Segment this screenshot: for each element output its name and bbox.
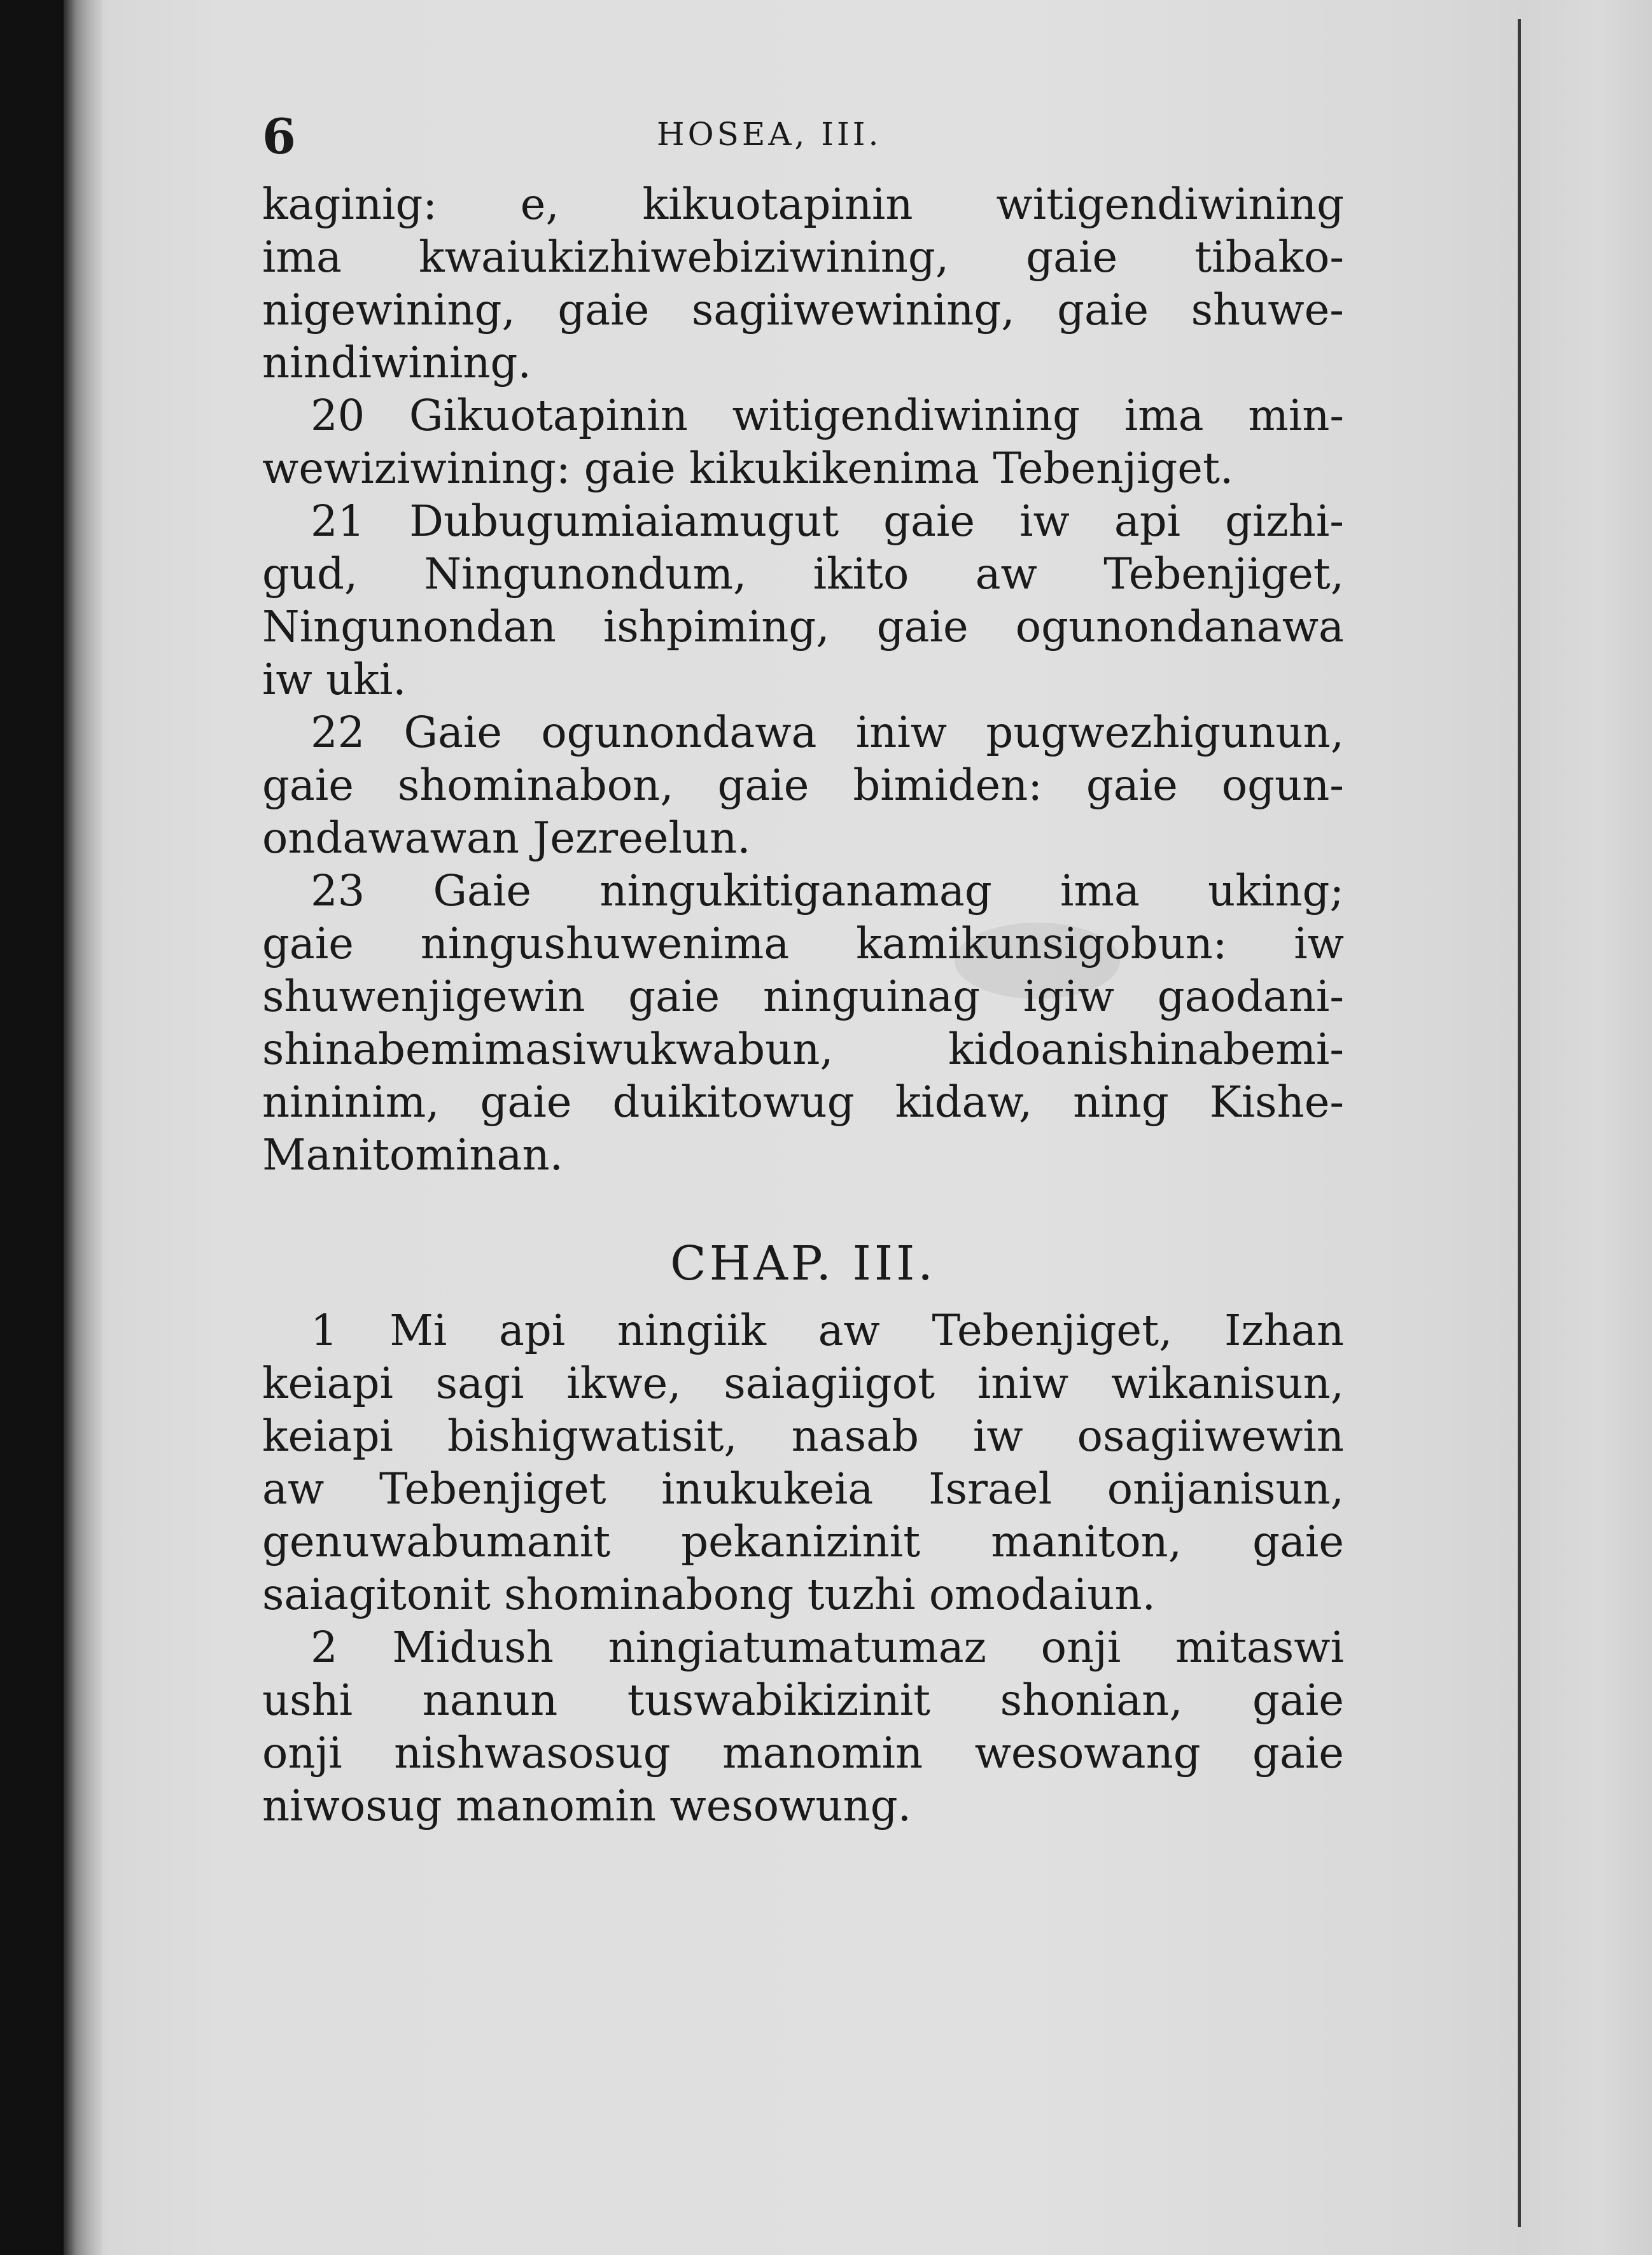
page-number: 6 (262, 108, 297, 165)
text-line: 21 Dubugumiaiamugut gaie iw api gizhi- (311, 496, 1344, 546)
text-line: gaie shominabon, gaie bimiden: gaie ogun- (262, 760, 1344, 810)
binding-edge (64, 0, 102, 2255)
text-line: gud, Ningunondum, ikito aw Tebenjiget, (262, 549, 1344, 599)
text-line: 22 Gaie ogunondawa iniw pugwezhigunun, (311, 708, 1344, 757)
verse-21 (262, 495, 1344, 706)
running-head (262, 95, 1344, 178)
text-line: Ningunondan ishpiming, gaie ogunondanawa (262, 602, 1344, 652)
text-line: keiapi bishigwatisit, nasab iw osagiiwewin (262, 1411, 1344, 1461)
right-margin (1521, 0, 1652, 2255)
text-line: ondawawan Jezreelun. (262, 813, 751, 863)
chapter-heading: CHAP. III. (670, 1236, 936, 1291)
page-fold-line (1518, 19, 1521, 2227)
verse-23 (262, 865, 1344, 1182)
text-line: Manitominan. (262, 1130, 563, 1180)
text-line: 2 Midush ningiatumatumaz onji mitaswi (311, 1623, 1344, 1672)
text-line: wewiziwining: gaie kikukikenima Tebenjiget. (262, 443, 1234, 493)
text-line: 23 Gaie ningukitiganamag ima uking; (311, 866, 1344, 916)
text-line: keiapi sagi ikwe, saiagiigot iniw wikanisun, (262, 1358, 1344, 1408)
text-line: iw uki. (262, 655, 407, 704)
chapter-3-verse-2 (262, 1621, 1344, 1833)
text-line: nininim, gaie duikitowug kidaw, ning Kishe- (262, 1077, 1344, 1127)
text-block (262, 95, 1344, 1833)
verse-20 (262, 389, 1344, 495)
text-line: nigewining, gaie sagiiwewining, gaie shuwe- (262, 285, 1344, 335)
text-line: gaie ningushuwenima kamikunsigobun: iw (262, 919, 1344, 968)
verse-19-continuation (262, 178, 1344, 389)
text-line: aw Tebenjiget inukukeia Israel onijanisun, (262, 1464, 1344, 1514)
text-line: saiagitonit shominabong tuzhi omodaiun. (262, 1570, 1156, 1619)
text-line: genuwabumanit pekanizinit maniton, gaie (262, 1517, 1344, 1567)
text-line: nindiwining. (262, 338, 531, 387)
text-line: niwosug manomin wesowung. (262, 1781, 911, 1831)
verse-22 (262, 706, 1344, 865)
text-line: 1 Mi api ningiik aw Tebenjiget, Izhan (311, 1306, 1344, 1355)
chapter-3-verse-1 (262, 1304, 1344, 1621)
text-line: kaginig: e, kikuotapinin witigendiwining (262, 179, 1344, 229)
text-line: ushi nanun tuswabikizinit shonian, gaie (262, 1675, 1344, 1725)
text-line: shinabemimasiwukwabun, kidoanishinabemi- (262, 1024, 1344, 1074)
text-line: ima kwaiukizhiwebiziwining, gaie tibako- (262, 232, 1344, 282)
running-title: HOSEA, III. (657, 116, 882, 153)
text-line: shuwenjigewin gaie ninguinag igiw gaodani- (262, 972, 1344, 1021)
text-line: 20 Gikuotapinin witigendiwining ima min- (311, 391, 1344, 440)
text-line: onji nishwasosug manomin wesowang gaie (262, 1728, 1344, 1778)
